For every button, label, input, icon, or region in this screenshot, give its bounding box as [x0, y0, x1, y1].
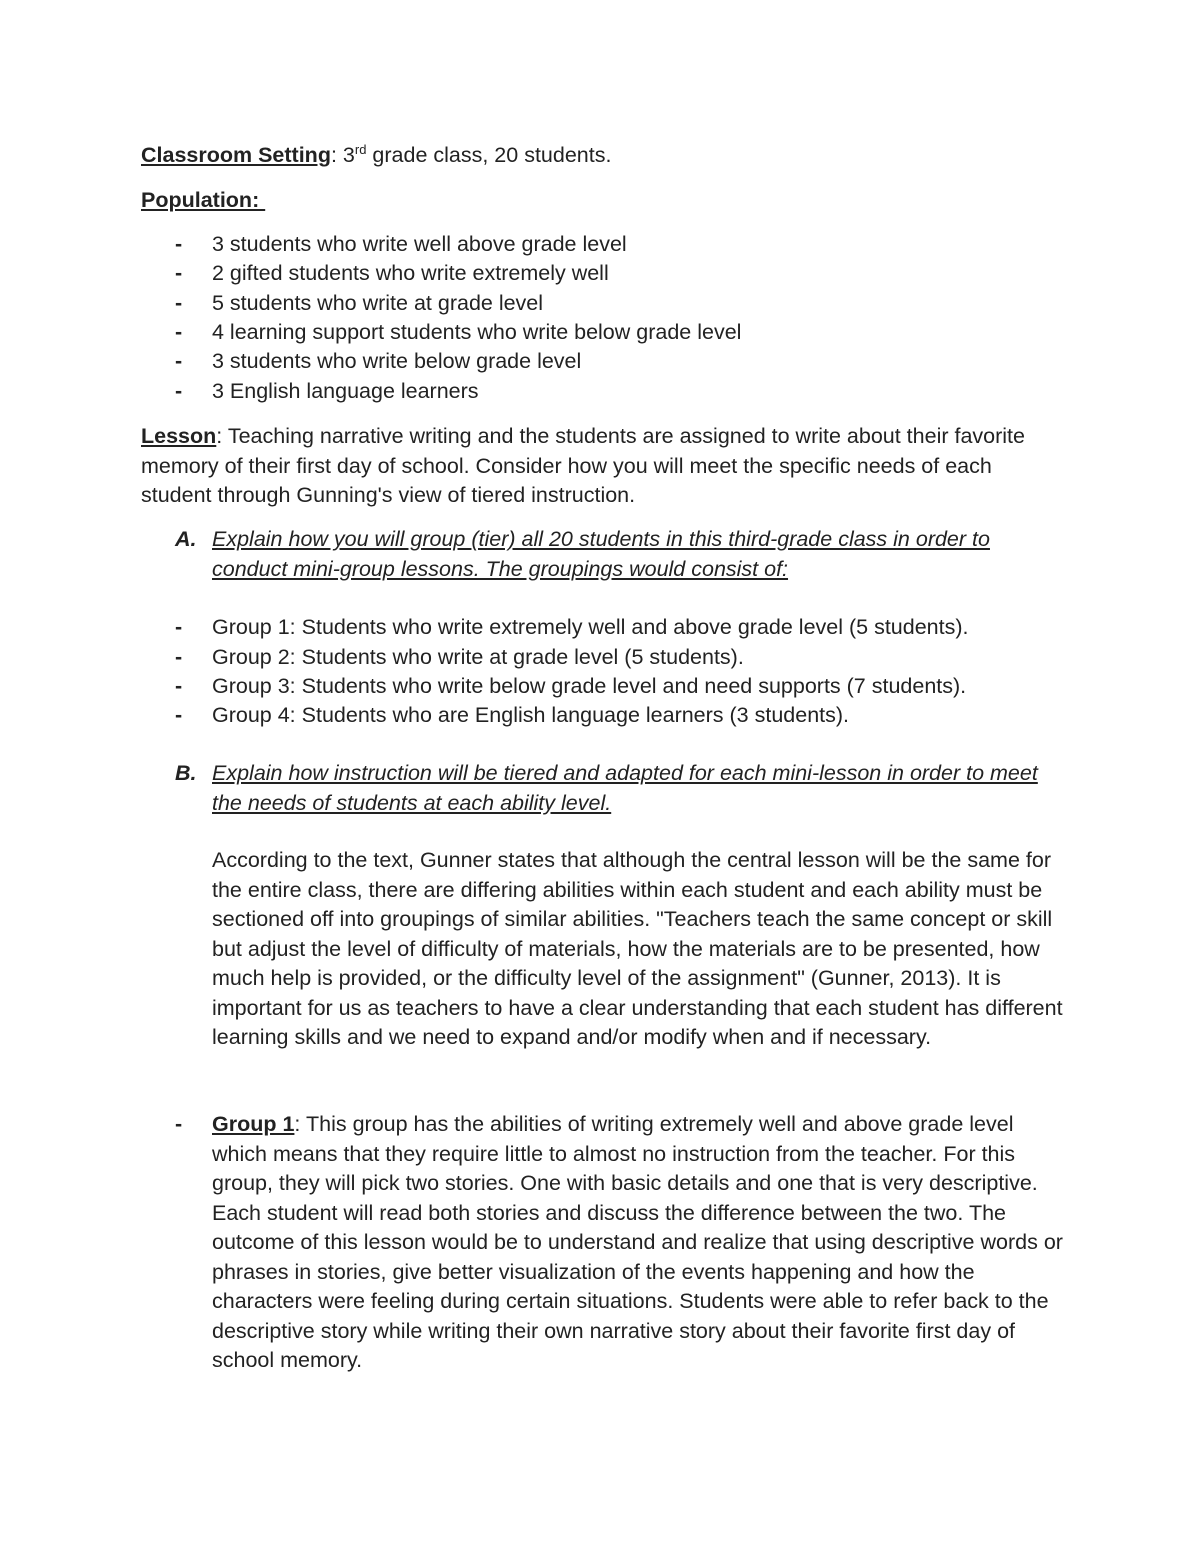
bullet-dash: -	[175, 320, 183, 344]
classroom-setting-line	[141, 141, 1071, 171]
grade-superscript: rd	[354, 142, 367, 157]
group1-detail-paragraph	[212, 1110, 1072, 1376]
population-item-text: 3 students who write below grade level	[212, 349, 582, 373]
bullet-dash: -	[175, 615, 183, 639]
bullet-dash: -	[175, 703, 183, 727]
bullet-dash: -	[175, 379, 183, 403]
bullet-dash: -	[175, 349, 183, 373]
classroom-setting-text: grade class, 20 students.	[366, 143, 612, 167]
grade-number: 3	[342, 143, 355, 167]
question-a-letter: A.	[175, 527, 197, 551]
group-item-text: Group 3: Students who write below grade level and need supports (7 students).	[212, 674, 967, 698]
group-item-text: Group 4: Students who are English language learners (3 students).	[212, 703, 850, 727]
group-item-text: Group 1: Students who write extremely well and above grade level (5 students).	[212, 615, 969, 639]
question-a-text: Explain how you will group (tier) all 20 students in this third-grade class in order to conduct mini-group lessons. The groupings would consist of:	[212, 527, 990, 581]
question-b-text: Explain how instruction will be tiered and adapted for each mini-lesson in order to meet the needs of students at each ability level.	[212, 761, 1038, 815]
bullet-dash: -	[175, 645, 183, 669]
classroom-setting-colon: :	[330, 143, 343, 167]
group1-detail-text: : This group has the abilities of writing extremely well and above grade level which means that they require little to almost no instruction from the teacher. For this group, they will pick two stories. One with basic details and one that is very descriptive. Each student will read both stories and discuss the difference between the two. The outcome of this lesson would be to understand and realize that using descriptive words or phrases in stories, give better visualization of the events happening and how the characters were feeling during certain situations. Students were able to refer back to the descriptive story while writing their own narrative story about their favorite first day of school memory.	[212, 1112, 1063, 1372]
bullet-dash: -	[175, 1112, 183, 1136]
bullet-dash: -	[175, 261, 183, 285]
lesson-paragraph	[141, 422, 1041, 511]
group-item-text: Group 2: Students who write at grade level (5 students).	[212, 645, 744, 669]
bullet-dash: -	[175, 674, 183, 698]
population-item-text: 3 students who write well above grade level	[212, 232, 627, 256]
population-heading: Population:	[141, 188, 266, 212]
lesson-label: Lesson	[141, 424, 217, 448]
population-item-text: 3 English language learners	[212, 379, 479, 403]
question-b-answer: According to the text, Gunner states that although the central lesson will be the same for the entire class, there are differing abilities within each student and each ability must be sectioned off into groupings of similar abilities. "Teachers teach the same concept or skill but adjust the level of difficulty of materials, how the materials are to be presented, how much help is provided, or the difficulty level of the assignment" (Gunner, 2013). It is important for us as teachers to have a clear understanding that each student has different learning skills and we need to expand and/or modify when and if necessary.	[212, 848, 1063, 1049]
classroom-setting-label: Classroom Setting	[141, 143, 331, 167]
group1-label: Group 1	[212, 1112, 295, 1136]
bullet-dash: -	[175, 232, 183, 256]
lesson-text: : Teaching narrative writing and the students are assigned to write about their favorite memory of their first day of school. Consider how you will meet the specific needs of each student through Gunning's view of tiered instruction.	[141, 424, 1025, 507]
bullet-dash: -	[175, 291, 183, 315]
population-item-text: 5 students who write at grade level	[212, 291, 544, 315]
population-item-text: 2 gifted students who write extremely well	[212, 261, 609, 285]
population-item-text: 4 learning support students who write below grade level	[212, 320, 742, 344]
question-b-letter: B.	[175, 761, 197, 785]
